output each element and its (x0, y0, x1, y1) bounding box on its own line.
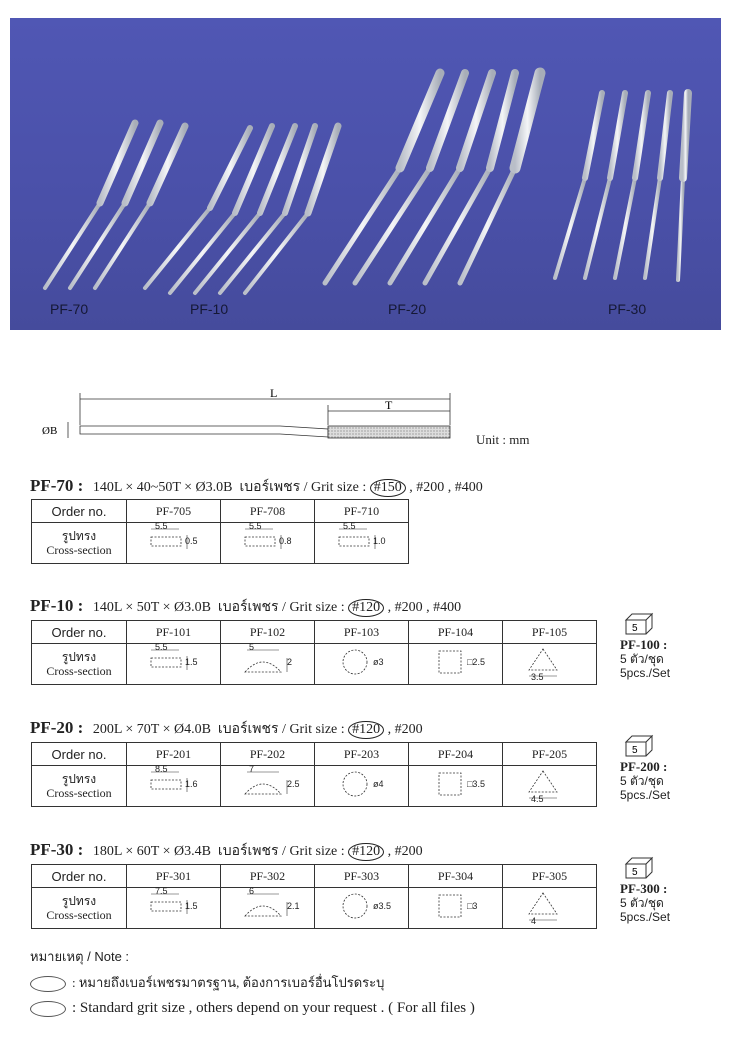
rect-section-icon (131, 888, 217, 924)
spec-pf70 (30, 476, 483, 498)
note-title: หมายเหตุ / Note : (30, 949, 130, 964)
triangle-section-icon (507, 766, 593, 802)
order-number-cell: PF-305 (503, 865, 597, 888)
triangle-section-icon (507, 644, 593, 680)
order-number-cell: PF-204 (409, 743, 503, 766)
rect-section-icon (319, 523, 405, 559)
svg-text:5: 5 (632, 623, 638, 634)
needle-files-illustration (10, 18, 721, 330)
triangle-section-icon (507, 888, 593, 924)
grit-standard: #120 (348, 721, 384, 739)
order-no-header: Order no. (32, 500, 127, 523)
section-width-label: 5.5 (249, 521, 262, 531)
set-th: 5 ตัว/ชุด (620, 896, 664, 910)
note-text-1: : หมายถึงเบอร์เพชรมาตรฐาน, ต้องการเบอร์อื่นโปรดระบุ (72, 975, 385, 990)
section-width-label: 6 (249, 886, 255, 896)
cs-label-en: Cross-section (46, 664, 112, 678)
grit-others: , #200 , #400 (387, 600, 462, 615)
note-text-2: : Standard grit size , others depend on your request . ( For all files ) (72, 1000, 475, 1016)
order-number-cell: PF-105 (503, 621, 597, 644)
order-no-header: Order no. (32, 743, 127, 766)
grit-label: เบอร์เพชร / Grit size : (217, 844, 345, 859)
section-height-label: ø3.5 (373, 901, 392, 911)
box-icon (624, 856, 654, 880)
section-height-label: ø4 (373, 779, 384, 789)
cross-section-cell (409, 644, 503, 685)
cross-section-cell (127, 644, 221, 685)
note-line-2 (30, 1000, 475, 1017)
section-width-label: 5 (249, 642, 255, 652)
cross-section-header (32, 766, 127, 807)
order-number-cell: PF-301 (127, 865, 221, 888)
order-number-cell: PF-101 (127, 621, 221, 644)
rect-section-icon (131, 766, 217, 802)
grit-standard: #150 (370, 479, 406, 497)
section-width-label: 3.5 (531, 672, 544, 682)
cross-section-cell (409, 766, 503, 807)
set-name: PF-300 : (620, 881, 668, 896)
diameter-label: ØB (42, 425, 58, 437)
cross-section-cell (127, 523, 221, 564)
section-height-label: 1.5 (185, 901, 198, 911)
grit-standard: #120 (348, 599, 384, 617)
spec-dims: 140L × 40~50T × Ø3.0B (92, 480, 233, 495)
cross-section-cell (503, 766, 597, 807)
section-height-label: 2 (287, 657, 293, 667)
spec-pf20 (30, 718, 423, 740)
order-number-cell: PF-705 (127, 500, 221, 523)
section-height-label: 1.6 (185, 779, 198, 789)
cross-section-cell (221, 644, 315, 685)
section-width-label: 7.5 (155, 886, 168, 896)
half-round-section-icon (225, 644, 311, 680)
section-height-label: 2.5 (287, 779, 300, 789)
order-number-cell: PF-102 (221, 621, 315, 644)
length-label: L (270, 386, 278, 400)
spec-name: PF-20 : (30, 718, 84, 737)
photo-label-pf10: PF-10 (190, 301, 229, 317)
cs-label-th: รูปทรง (61, 772, 97, 786)
order-number-cell: PF-708 (221, 500, 315, 523)
set-th: 5 ตัว/ชุด (620, 774, 664, 788)
section-width-label: 8.5 (155, 764, 168, 774)
cross-section-cell (409, 888, 503, 929)
round-section-icon (319, 888, 405, 924)
square-section-icon (413, 766, 499, 802)
set-name: PF-100 : (620, 637, 668, 652)
cross-section-cell (315, 766, 409, 807)
cross-section-cell (315, 523, 409, 564)
order-no-header: Order no. (32, 621, 127, 644)
cross-section-cell (503, 644, 597, 685)
spec-dims: 140L × 50T × Ø3.0B (92, 600, 211, 615)
set-en: 5pcs./Set (620, 788, 671, 802)
round-section-icon (319, 644, 405, 680)
square-section-icon (413, 888, 499, 924)
svg-text:5: 5 (632, 867, 638, 878)
order-number-cell: PF-205 (503, 743, 597, 766)
cross-section-header (32, 523, 127, 564)
grit-label: เบอร์เพชร / Grit size : (239, 480, 367, 495)
set-en: 5pcs./Set (620, 666, 671, 680)
oval-marker-icon (30, 1001, 66, 1017)
set-th: 5 ตัว/ชุด (620, 652, 664, 666)
cs-label-en: Cross-section (46, 543, 112, 557)
spec-dims: 180L × 60T × Ø3.4B (92, 844, 211, 859)
cs-label-en: Cross-section (46, 908, 112, 922)
section-width-label: 4 (531, 916, 537, 926)
cross-section-cell (315, 644, 409, 685)
round-section-icon (319, 766, 405, 802)
section-height-label: ø3 (373, 657, 384, 667)
photo-label-pf30: PF-30 (608, 301, 647, 317)
cross-section-cell (315, 888, 409, 929)
order-number-cell: PF-202 (221, 743, 315, 766)
set-pf300 (620, 856, 670, 924)
cross-section-cell (127, 766, 221, 807)
box-icon (624, 734, 654, 758)
grit-standard: #120 (348, 843, 384, 861)
grit-others: , #200 , #400 (409, 480, 483, 495)
rect-section-icon (131, 644, 217, 680)
box-icon (624, 612, 654, 636)
product-photo (10, 18, 721, 330)
spec-name: PF-70 : (30, 476, 84, 495)
section-width-label: 4.5 (531, 794, 544, 804)
order-number-cell: PF-302 (221, 865, 315, 888)
cs-label-th: รูปทรง (61, 650, 97, 664)
section-height-label: □3.5 (467, 779, 485, 789)
svg-text:5: 5 (632, 745, 638, 756)
unit-label: Unit : mm (476, 432, 530, 447)
tip-length-label: T (385, 398, 393, 412)
grit-label: เบอร์เพชร / Grit size : (217, 600, 345, 615)
section-height-label: 2.1 (287, 901, 300, 911)
grit-others: , #200 (387, 844, 423, 859)
photo-label-pf20: PF-20 (388, 301, 427, 317)
cs-label-en: Cross-section (46, 786, 112, 800)
order-number-cell: PF-203 (315, 743, 409, 766)
order-number-cell: PF-304 (409, 865, 503, 888)
rect-section-icon (131, 523, 217, 559)
order-number-cell: PF-201 (127, 743, 221, 766)
section-height-label: 1.0 (373, 536, 386, 546)
section-width-label: 5.5 (343, 521, 356, 531)
order-number-cell: PF-710 (315, 500, 409, 523)
order-no-header: Order no. (32, 865, 127, 888)
section-height-label: 1.5 (185, 657, 198, 667)
note-line-1 (30, 972, 384, 993)
pf70-table (31, 499, 409, 564)
cs-label-th: รูปทรง (61, 894, 97, 908)
cross-section-header (32, 888, 127, 929)
section-height-label: 0.5 (185, 536, 198, 546)
rect-section-icon (225, 523, 311, 559)
cross-section-cell (221, 888, 315, 929)
section-height-label: □2.5 (467, 657, 485, 667)
set-pf200 (620, 734, 670, 802)
set-name: PF-200 : (620, 759, 668, 774)
spec-pf30 (30, 840, 423, 862)
grit-others: , #200 (387, 722, 423, 737)
section-width-label: 5.5 (155, 521, 168, 531)
cs-label-th: รูปทรง (61, 529, 97, 543)
section-width-label: 5.5 (155, 642, 168, 652)
set-pf100 (620, 612, 670, 680)
spec-name: PF-10 : (30, 596, 84, 615)
cross-section-cell (503, 888, 597, 929)
spec-name: PF-30 : (30, 840, 84, 859)
photo-label-pf70: PF-70 (50, 301, 89, 317)
set-en: 5pcs./Set (620, 910, 671, 924)
section-width-label: 7 (249, 764, 255, 774)
section-height-label: □3 (467, 901, 478, 911)
order-number-cell: PF-104 (409, 621, 503, 644)
cross-section-cell (127, 888, 221, 929)
cross-section-cell (221, 766, 315, 807)
order-number-cell: PF-303 (315, 865, 409, 888)
pf30-table (31, 864, 597, 929)
pf20-table (31, 742, 597, 807)
grit-label: เบอร์เพชร / Grit size : (217, 722, 345, 737)
cross-section-cell (221, 523, 315, 564)
square-section-icon (413, 644, 499, 680)
cross-section-header (32, 644, 127, 685)
oval-marker-icon (30, 976, 66, 992)
pf10-table (31, 620, 597, 685)
order-number-cell: PF-103 (315, 621, 409, 644)
spec-dims: 200L × 70T × Ø4.0B (92, 722, 211, 737)
section-height-label: 0.8 (279, 536, 292, 546)
spec-pf10 (30, 596, 461, 618)
